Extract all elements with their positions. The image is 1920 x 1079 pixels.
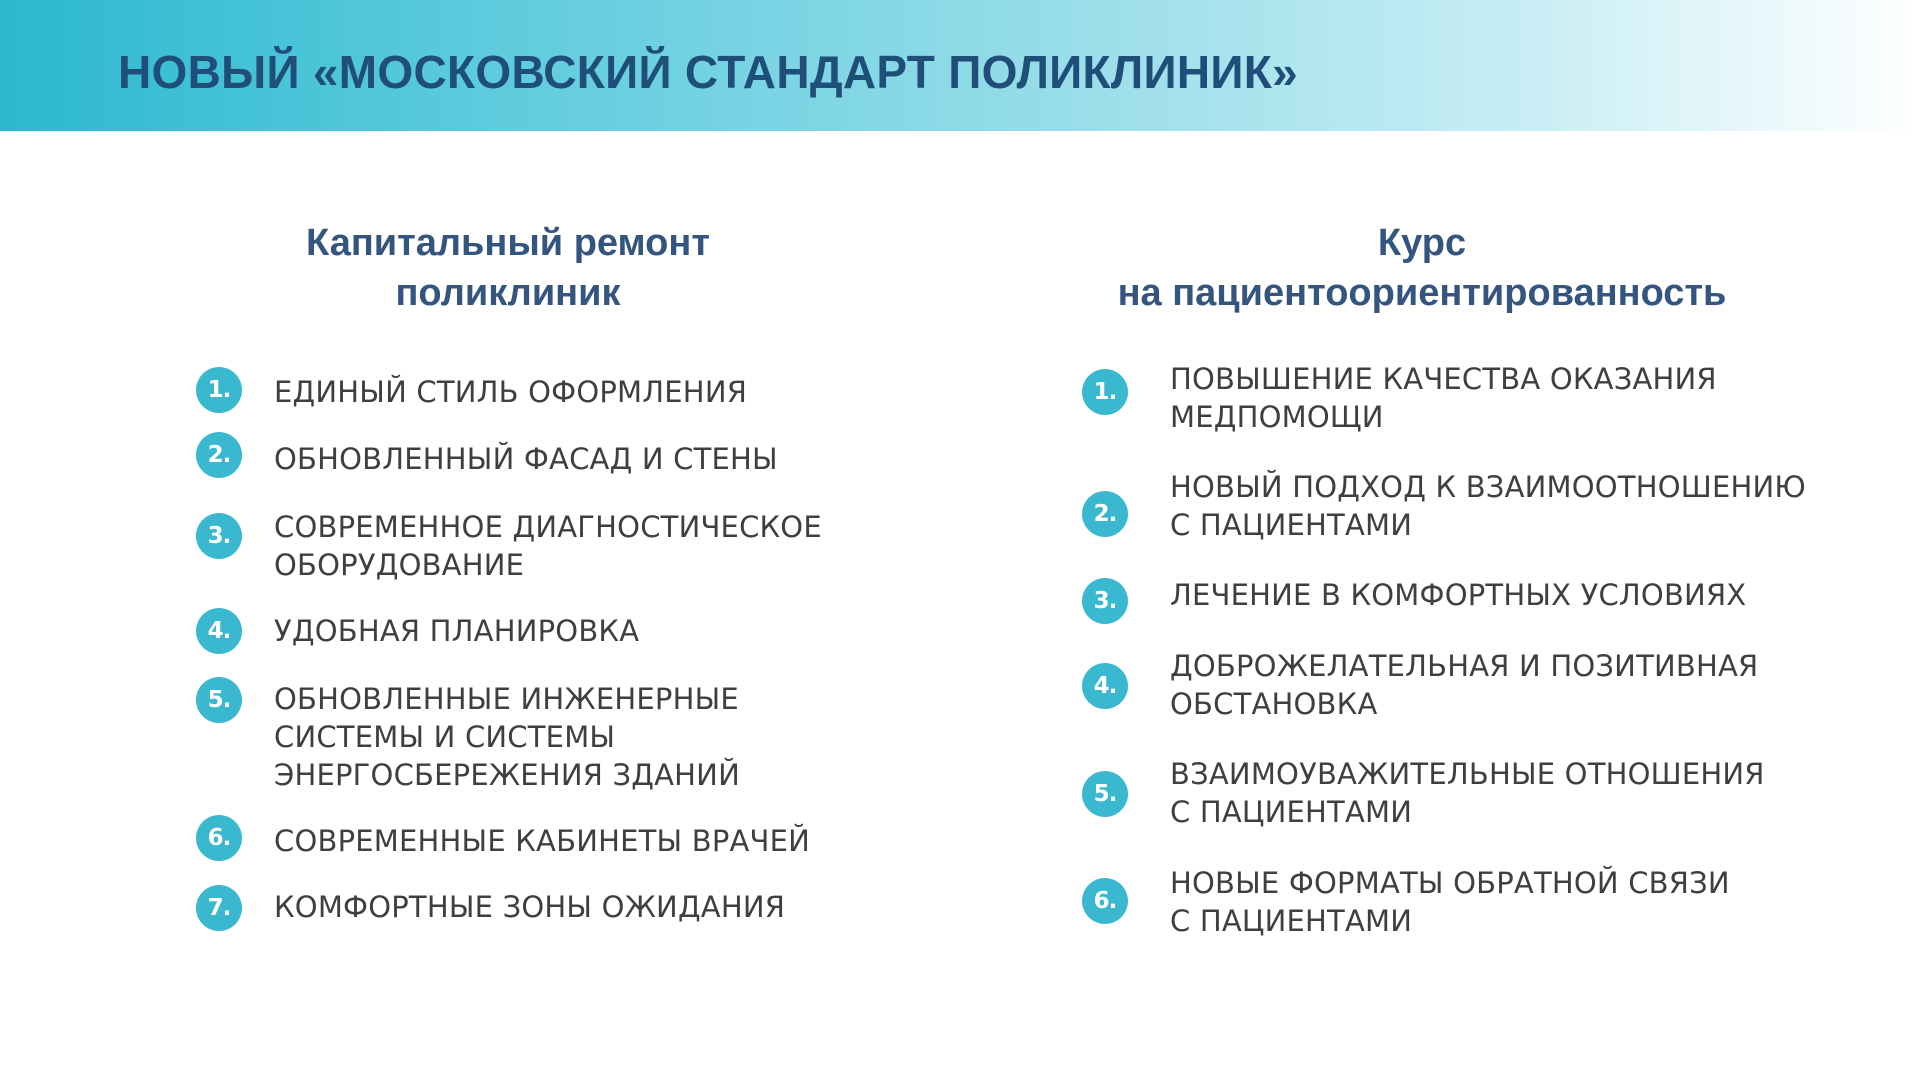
- right-item-6-line-2: С ПАЦИЕНТАМИ: [1170, 904, 1413, 938]
- left-item-4-line-1: УДОБНАЯ ПЛАНИРОВКА: [274, 614, 640, 648]
- right-item-1-line-1: ПОВЫШЕНИЕ КАЧЕСТВА ОКАЗАНИЯ: [1170, 362, 1717, 396]
- right-item-5-number-badge: 5.: [1082, 771, 1128, 817]
- left-item-1-number-badge: 1.: [196, 367, 242, 413]
- left-item-1-line-1: ЕДИНЫЙ СТИЛЬ ОФОРМЛЕНИЯ: [274, 375, 748, 409]
- right-column-heading: [1062, 218, 1782, 318]
- page-title: НОВЫЙ «МОСКОВСКИЙ СТАНДАРТ ПОЛИКЛИНИК»: [118, 46, 1298, 98]
- right-item-4-line-2: ОБСТАНОВКА: [1170, 687, 1378, 721]
- left-item-3-line-2: ОБОРУДОВАНИЕ: [274, 548, 525, 582]
- left-item-3-number-badge: 3.: [196, 513, 242, 559]
- right-item-2-line-2: С ПАЦИЕНТАМИ: [1170, 508, 1413, 542]
- left-heading-line-1: Капитальный ремонт: [306, 222, 710, 264]
- left-item-5-line-1: ОБНОВЛЕННЫЕ ИНЖЕНЕРНЫЕ: [274, 682, 739, 716]
- left-item-2-line-1: ОБНОВЛЕННЫЙ ФАСАД И СТЕНЫ: [274, 442, 778, 476]
- left-item-4-text: [274, 612, 639, 650]
- right-item-5-line-2: С ПАЦИЕНТАМИ: [1170, 795, 1413, 829]
- left-item-5-line-3: ЭНЕРГОСБЕРЕЖЕНИЯ ЗДАНИЙ: [274, 758, 740, 792]
- right-item-6-text: [1170, 864, 1730, 940]
- right-item-3-line-1: ЛЕЧЕНИЕ В КОМФОРТНЫХ УСЛОВИЯХ: [1170, 578, 1747, 612]
- right-item-5-text: [1170, 755, 1765, 831]
- left-item-4-number-badge: 4.: [196, 608, 242, 654]
- right-item-1-text: [1170, 360, 1717, 436]
- right-item-6-line-1: НОВЫЕ ФОРМАТЫ ОБРАТНОЙ СВЯЗИ: [1170, 866, 1730, 900]
- right-heading-line-1: Курс: [1377, 222, 1467, 264]
- left-item-5-text: [274, 680, 740, 794]
- left-item-1-text: [274, 373, 747, 411]
- left-item-7-line-1: КОМФОРТНЫЕ ЗОНЫ ОЖИДАНИЯ: [274, 890, 786, 924]
- right-item-2-text: [1170, 468, 1806, 544]
- left-item-6-text: [274, 822, 810, 860]
- right-item-3-text: [1170, 576, 1746, 614]
- left-item-2-number-badge: 2.: [196, 432, 242, 478]
- left-item-5-line-2: СИСТЕМЫ И СИСТЕМЫ: [274, 720, 616, 754]
- left-heading-line-2: поликлиник: [395, 272, 621, 314]
- right-heading-line-2: на пациентоориентированность: [1117, 272, 1727, 314]
- left-item-7-text: [274, 888, 785, 926]
- right-item-4-text: [1170, 647, 1758, 723]
- left-item-6-number-badge: 6.: [196, 815, 242, 861]
- left-item-2-text: [274, 440, 778, 478]
- right-item-2-line-1: НОВЫЙ ПОДХОД К ВЗАИМООТНОШЕНИЮ: [1170, 470, 1806, 504]
- right-item-1-line-2: МЕДПОМОЩИ: [1170, 400, 1384, 434]
- right-item-5-line-1: ВЗАИМОУВАЖИТЕЛЬНЫЕ ОТНОШЕНИЯ: [1170, 757, 1765, 791]
- right-item-2-number-badge: 2.: [1082, 491, 1128, 537]
- left-column-heading: [208, 218, 808, 318]
- right-item-1-number-badge: 1.: [1082, 369, 1128, 415]
- left-item-7-number-badge: 7.: [196, 885, 242, 931]
- left-item-3-text: [274, 508, 822, 584]
- right-item-6-number-badge: 6.: [1082, 878, 1128, 924]
- left-item-6-line-1: СОВРЕМЕННЫЕ КАБИНЕТЫ ВРАЧЕЙ: [274, 824, 811, 858]
- right-item-4-line-1: ДОБРОЖЕЛАТЕЛЬНАЯ И ПОЗИТИВНАЯ: [1170, 649, 1759, 683]
- left-item-3-line-1: СОВРЕМЕННОЕ ДИАГНОСТИЧЕСКОЕ: [274, 510, 822, 544]
- right-item-3-number-badge: 3.: [1082, 578, 1128, 624]
- right-item-4-number-badge: 4.: [1082, 663, 1128, 709]
- left-item-5-number-badge: 5.: [196, 677, 242, 723]
